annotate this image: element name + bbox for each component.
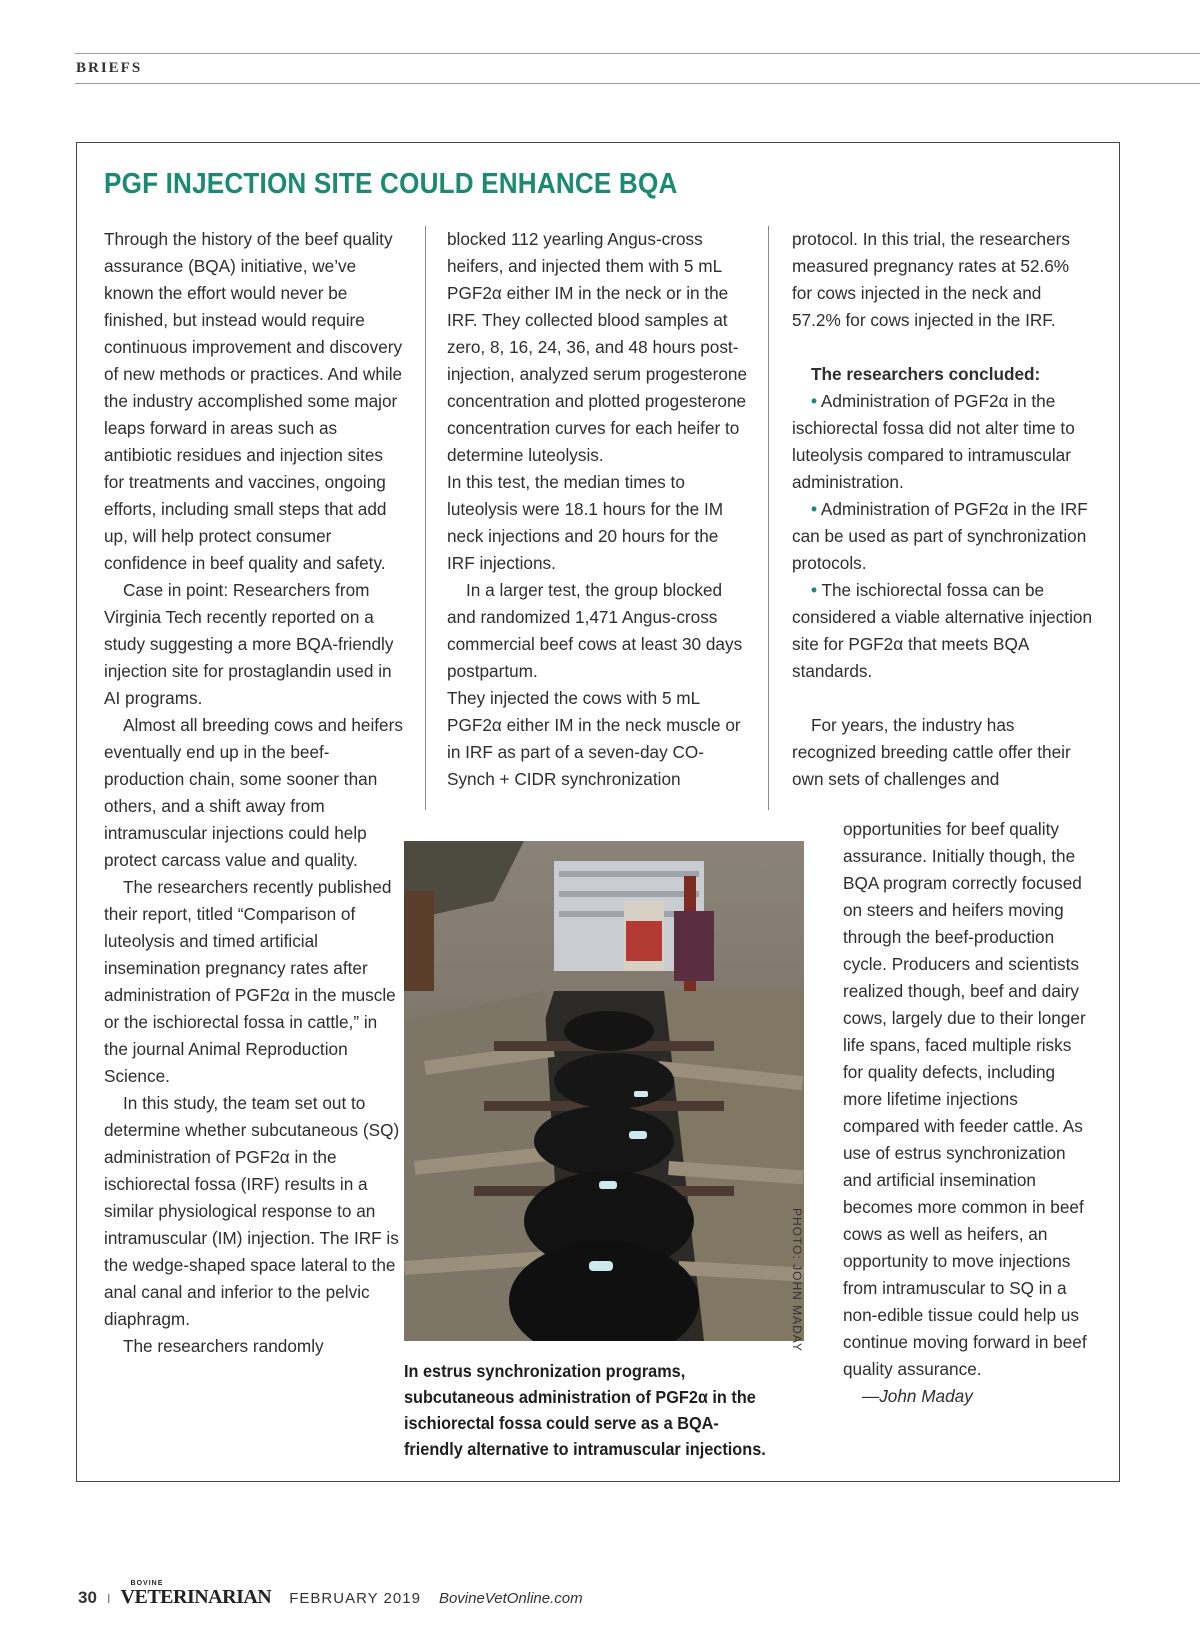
- paragraph: In this study, the team set out to determine whether subcutaneous (SQ) administration of PGF2α in the ischiorectal fossa (IRF) results in a similar physiological response to an intramuscular (IM) injection. The IRF is the wedge-shaped space lateral to the anal canal and inferior to the pelvic diaphragm.: [104, 1093, 400, 1329]
- conclusions-heading: The researchers concluded:: [811, 364, 1041, 384]
- paragraph: opportunities for beef quality assurance. Initially though, the BQA program correctly focused on steers and heifers moving through the beef-production cycle. Producers and scientists realized though, beef and dairy cows, largely due to their longer life spans, faced multiple risks for quality defects, including more lifetime injections compared with feeder cattle. As use of estrus synchronization and artificial insemination becomes more common in beef cows as well as heifers, an opportunity to move injections from intramuscular to SQ in a non-edible tissue could help us continue moving forward in beef quality assurance.: [843, 819, 1087, 1379]
- article-column-2: [447, 226, 747, 793]
- paragraph: The researchers recently published their report, titled “Comparison of luteolysis and timed artificial insemination pregnancy rates after administration of PGF2α in the muscle or the ischiorectal fossa in cattle,” in the journal Animal Reproduction Science.: [104, 877, 396, 1086]
- column-divider: [425, 226, 426, 810]
- paragraph: They injected the cows with 5 mL PGF2α either IM in the neck muscle or in IRF as part of a seven-day CO-Synch + CIDR synchronization: [447, 688, 741, 789]
- bullet-icon: •: [811, 499, 818, 519]
- header-rule-top: [75, 53, 1200, 54]
- issue-date: FEBRUARY 2019: [289, 1590, 421, 1607]
- conclusion-bullet: • The ischiorectal fossa can be considered a viable alternative injection site for PGF2α that meets BQA standards.: [792, 580, 1093, 681]
- conclusion-bullet: • Administration of PGF2α in the ischiorectal fossa did not alter time to luteolysis compared to intramuscular administration.: [792, 391, 1075, 492]
- paragraph: Almost all breeding cows and heifers eventually end up in the beef-production chain, some sooner than others, and a shift away from intramuscular injections could help protect carcass value and quality.: [104, 715, 403, 870]
- footer-separator: I: [106, 1591, 111, 1606]
- column-divider: [768, 226, 769, 810]
- publication-logo: BOVINE VETERINARIAN: [120, 1580, 272, 1608]
- paragraph: For years, the industry has recognized breeding cattle offer their own sets of challenges and: [792, 715, 1071, 789]
- article-column-3: [792, 226, 1092, 793]
- bullet-icon: •: [811, 580, 818, 600]
- header-rule-bottom: [75, 83, 1200, 84]
- section-label: BRIEFS: [76, 60, 143, 76]
- photo-illustration: [404, 841, 804, 1341]
- conclusion-bullet: • Administration of PGF2α in the IRF can be used as part of synchronization protocols.: [792, 499, 1088, 573]
- article-headline: PGF INJECTION SITE COULD ENHANCE BQA: [104, 168, 678, 200]
- author-signoff: —John Maday: [862, 1386, 973, 1406]
- paragraph: The researchers randomly: [123, 1336, 324, 1356]
- page-number: 30: [78, 1588, 97, 1607]
- page-footer: [78, 1580, 583, 1609]
- paragraph: blocked 112 yearling Angus-cross heifers, and injected them with 5 mL PGF2α either IM in the neck or in the IRF. They collected blood samples at zero, 8, 16, 24, 36, and 48 hours post-injection, analyzed serum progesterone concentration and plotted progesterone concentration curves for each heifer to determine luteolysis.: [447, 229, 748, 465]
- photo-caption: In estrus synchronization programs, subcutaneous administration of PGF2α in the ischiorectal fossa could serve as a BQA-friendly alternative to intramuscular injections.: [404, 1361, 766, 1459]
- paragraph: In this test, the median times to luteolysis were 18.1 hours for the IM neck injections and 20 hours for the IRF injections.: [447, 472, 724, 573]
- photo-credit: PHOTO: JOHN MADAY: [790, 1208, 804, 1352]
- cattle-chute-photo: [404, 841, 804, 1341]
- paragraph: Through the history of the beef quality assurance (BQA) initiative, we’ve known the effort would never be finished, but instead would require continuous improvement and discovery of new methods or practices. And while the industry accomplished some major leaps forward in areas such as antibiotic residues and injection sites for treatments and vaccines, ongoing efforts, including small steps that add up, will help protect consumer confidence in beef quality and safety.: [104, 229, 403, 573]
- paragraph: protocol. In this trial, the researchers measured pregnancy rates at 52.6% for cows injected in the neck and 57.2% for cows injected in the IRF.: [792, 229, 1070, 330]
- website-link[interactable]: BovineVetOnline.com: [438, 1590, 583, 1607]
- article-column-3-continued: [843, 816, 1093, 1410]
- article-column-1: [104, 226, 404, 1360]
- paragraph: Case in point: Researchers from Virginia Tech recently reported on a study suggesting a more BQA-friendly injection site for prostaglandin used in AI programs.: [104, 580, 394, 708]
- paragraph: In a larger test, the group blocked and randomized 1,471 Angus-cross commercial beef cows at least 30 days postpartum.: [447, 580, 743, 681]
- bullet-icon: •: [811, 391, 818, 411]
